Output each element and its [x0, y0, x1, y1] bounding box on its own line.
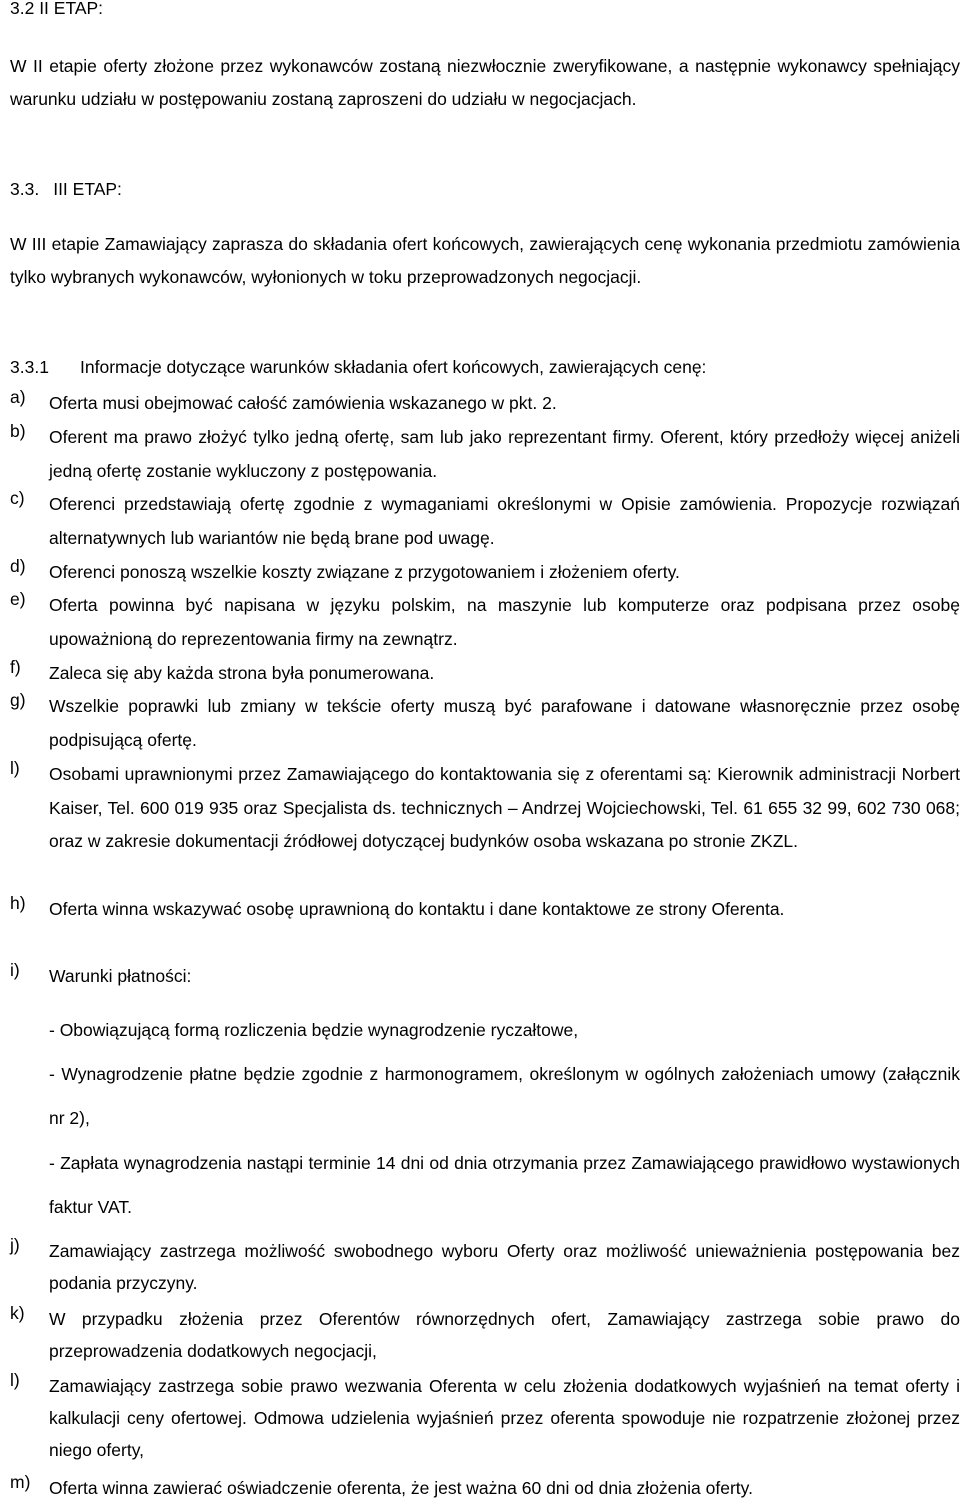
list-item-e [10, 589, 960, 656]
list-item-text: Osobami uprawnionymi przez Zamawiającego do kontaktowania się z oferentami są: Kierownik administracji Norbert Kaiser, Tel. 600 019 935 oraz Specjalista ds. technicznych – Andrzej Wojciechowski, Tel. 61 655 32 99, 602 730 068; oraz w zakresie dokumentacji źródłowej dotyczącej budynków osoba wskazana po stronie ZKZL. [49, 764, 960, 851]
list-item-text: Oferta winna zawierać oświadczenie oferenta, że jest ważna 60 dni od dnia złożenia oferty. [49, 1478, 753, 1498]
payment-term-1: - Obowiązującą formą rozliczenia będzie wynagrodzenie ryczałtowe, [49, 1020, 579, 1040]
list-marker: h) [10, 893, 26, 913]
list-marker: m) [10, 1472, 31, 1492]
list-item-c [10, 488, 960, 555]
section-3-2-heading: 3.2 II ETAP: [10, 0, 104, 18]
list-marker: l) [10, 1370, 20, 1390]
section-3-3-heading [10, 179, 122, 200]
list-item-text: Wszelkie poprawki lub zmiany w tekście oferty muszą być parafowane i datowane własnoręcznie przez osobę podpisującą ofertę. [49, 696, 960, 750]
list-item-text: Oferta powinna być napisana w języku polskim, na maszynie lub komputerze oraz podpisana przez osobę upoważnioną do reprezentowania firmy na zewnątrz. [49, 595, 960, 649]
list-marker: l) [10, 758, 20, 778]
list-marker: e) [10, 589, 26, 609]
list-item-text: Oferenci ponoszą wszelkie koszty związane z przygotowaniem i złożeniem oferty. [49, 562, 680, 582]
list-item-text: Oferta musi obejmować całość zamówienia wskazanego w pkt. 2. [49, 393, 557, 413]
list-marker: a) [10, 387, 26, 407]
list-marker: i) [10, 960, 20, 980]
list-marker: g) [10, 690, 26, 710]
list-item-g [10, 690, 960, 757]
list-item-f [10, 657, 960, 691]
section-3-3-paragraph: W III etapie Zamawiający zaprasza do składania ofert końcowych, zawierających cenę wykonania przedmiotu zamówienia tylko wybranych wykonawców, wyłonionych w toku przeprowadzonych negocjacji. [10, 234, 960, 287]
payment-term-3: - Zapłata wynagrodzenia nastąpi terminie 14 dni od dnia otrzymania przez Zamawiającego prawidłowo wystawionych faktur VAT. [49, 1153, 960, 1217]
section-3-3-title: III ETAP: [53, 179, 122, 199]
list-item-text: Zamawiający zastrzega możliwość swobodnego wyboru Oferty oraz możliwość unieważnienia postępowania bez podania przyczyny. [49, 1241, 960, 1293]
list-marker: b) [10, 421, 26, 441]
section-3-3-1-heading [10, 357, 706, 378]
list-item-d [10, 556, 960, 590]
list-item-h [10, 893, 960, 927]
list-item-i [10, 960, 960, 994]
section-3-3-number: 3.3. [10, 179, 40, 199]
list-item-j [10, 1235, 960, 1299]
section-3-2-paragraph: W II etapie oferty złożone przez wykonawców zostaną niezwłocznie zweryfikowane, a następnie wykonawcy spełniający warunku udziału w postępowaniu zostaną zaproszeni do udziału w negocjacjach. [10, 56, 960, 109]
payment-term-2: - Wynagrodzenie płatne będzie zgodnie z harmonogramem, określonym w ogólnych założeniach umowy (załącznik nr 2), [49, 1064, 960, 1128]
section-3-3-1-title: Informacje dotyczące warunków składania ofert końcowych, zawierających cenę: [80, 357, 707, 377]
list-item-text: Warunki płatności: [49, 966, 192, 986]
list-item-text: Oferta winna wskazywać osobę uprawnioną do kontaktu i dane kontaktowe ze strony Oferenta. [49, 899, 785, 919]
list-marker: k) [10, 1303, 25, 1323]
list-item-k [10, 1303, 960, 1367]
list-marker: d) [10, 556, 26, 576]
list-item-text: Zaleca się aby każda strona była ponumerowana. [49, 663, 435, 683]
list-item-m [10, 1472, 960, 1504]
list-item-text: Oferenci przedstawiają ofertę zgodnie z wymaganiami określonymi w Opisie zamówienia. Propozycje rozwiązań alternatywnych lub wariantów nie będą brane pod uwagę. [49, 494, 960, 548]
list-item-a [10, 387, 960, 421]
list-marker: j) [10, 1235, 20, 1255]
list-marker: f) [10, 657, 21, 677]
section-3-3-1-number: 3.3.1 [10, 357, 49, 377]
list-item-l-contacts [10, 758, 960, 859]
list-item-b [10, 421, 960, 488]
list-item-text: Zamawiający zastrzega sobie prawo wezwania Oferenta w celu złożenia dodatkowych wyjaśnień na temat oferty i kalkulacji ceny ofertowej. Odmowa udzielenia wyjaśnień przez oferenta spowoduje nie rozpatrzenie złożonej przez niego oferty, [49, 1376, 960, 1460]
list-item-text: Oferent ma prawo złożyć tylko jedną ofertę, sam lub jako reprezentant firmy. Oferent, który przedłoży więcej aniżeli jedną ofertę zostanie wykluczony z postępowania. [49, 427, 960, 481]
list-item-l-explanations [10, 1370, 960, 1466]
list-item-text: W przypadku złożenia przez Oferentów równorzędnych ofert, Zamawiający zastrzega sobie prawo do przeprowadzenia dodatkowych negocjacji, [49, 1309, 960, 1361]
list-marker: c) [10, 488, 25, 508]
